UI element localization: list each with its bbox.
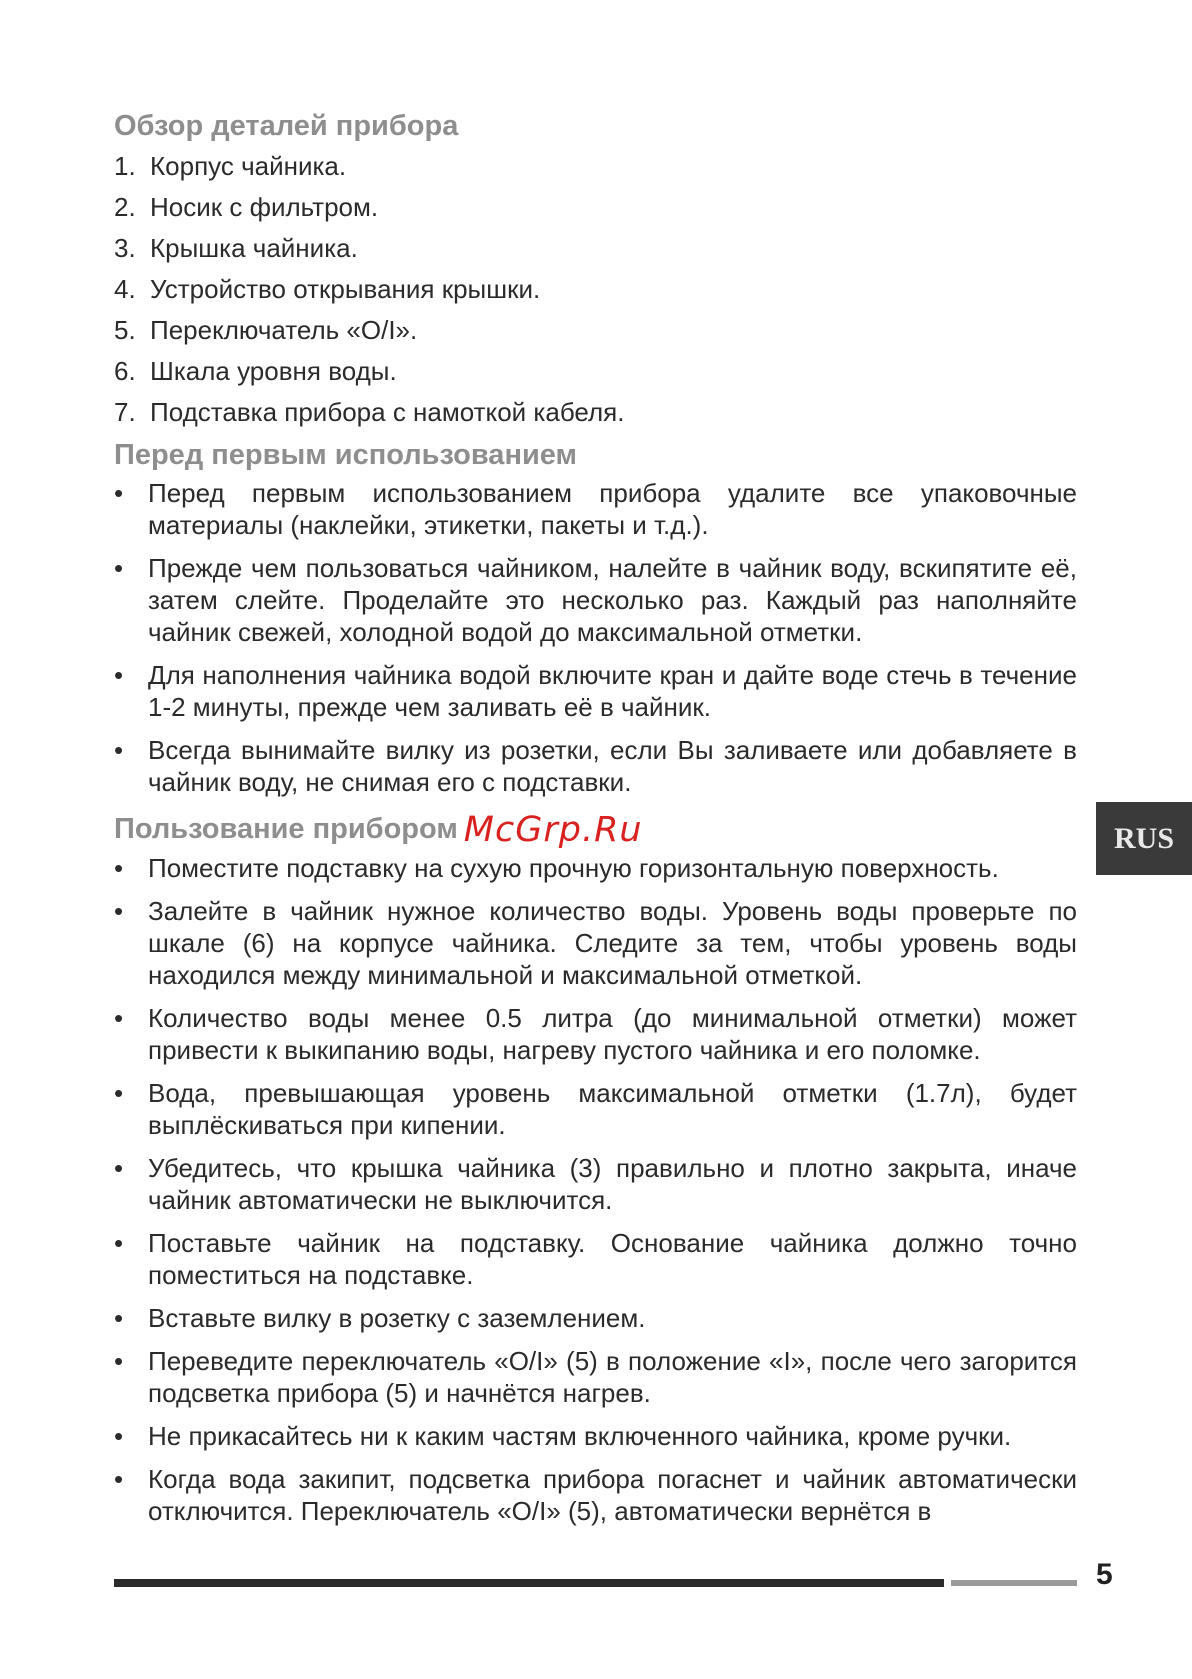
list-item: • Убедитесь, что крышка чайника (3) правильно и плотно закрыта, иначе чайник автоматически не выключится. xyxy=(114,1153,1077,1215)
page-number: 5 xyxy=(1096,1558,1113,1591)
bullet-icon: • xyxy=(114,853,124,883)
section-title-parts-overview: Обзор деталей прибора xyxy=(114,110,459,142)
document-body xyxy=(114,106,1077,1538)
list-item: • Переведите переключатель «O/I» (5) в положение «I», после чего загорится подсветка прибора (5) и начнётся нагрев. xyxy=(114,1346,1077,1408)
list-item: • Перед первым использованием прибора удалите все упаковочные материалы (наклейки, этикетки, пакеты и т.д.). xyxy=(114,478,1077,540)
bullet-icon: • xyxy=(114,1228,124,1258)
bullet-icon: • xyxy=(114,553,124,583)
list-item: 5. Переключатель «O/I». xyxy=(114,315,418,345)
list-item: 7. Подставка прибора с намоткой кабеля. xyxy=(114,397,625,427)
bullet-icon: • xyxy=(114,1078,124,1108)
list-item: • Залейте в чайник нужное количество воды. Уровень воды проверьте по шкале (6) на корпусе чайника. Следите за тем, чтобы уровень воды находился между минимальной и максимальной отметкой. xyxy=(114,896,1077,990)
language-tab: RUS xyxy=(1096,802,1192,875)
bullet-icon: • xyxy=(114,1346,124,1376)
before-first-use-list xyxy=(114,477,1077,798)
list-item: 1. Корпус чайника. xyxy=(114,151,347,181)
section-title-usage: Пользование прибором McGrp.Ru xyxy=(114,810,643,850)
bullet-icon: • xyxy=(114,896,124,926)
bullet-icon: • xyxy=(114,660,124,690)
list-item: • Поставьте чайник на подставку. Основание чайника должно точно поместиться на подставке. xyxy=(114,1228,1077,1290)
list-item: • Когда вода закипит, подсветка прибора погаснет и чайник автоматически отключится. Переключатель «O/I» (5), автоматически вернётся в xyxy=(114,1464,1077,1526)
list-item: 3. Крышка чайника. xyxy=(114,233,358,263)
bullet-icon: • xyxy=(114,735,124,765)
list-item: • Всегда вынимайте вилку из розетки, если Вы заливаете или добавляете в чайник воду, не снимая его с подставки. xyxy=(114,735,1077,797)
list-item: 6. Шкала уровня воды. xyxy=(114,356,397,386)
bullet-icon: • xyxy=(114,1303,124,1333)
bullet-icon: • xyxy=(114,1003,124,1033)
list-item: 4. Устройство открывания крышки. xyxy=(114,274,541,304)
list-item: • Вода, превышающая уровень максимальной отметки (1.7л), будет выплёскиваться при кипении. xyxy=(114,1078,1077,1140)
list-item: • Поместите подставку на сухую прочную горизонтальную поверхность. xyxy=(114,853,999,883)
bullet-icon: • xyxy=(114,1464,124,1494)
footer-divider-dark xyxy=(114,1579,944,1587)
list-item: • Прежде чем пользоваться чайником, налейте в чайник воду, вскипятите её, затем слейте. Проделайте это несколько раз. Каждый раз наполняйте чайник свежей, холодной водой до максимальной отметки. xyxy=(114,553,1077,647)
section-title-before-first-use: Перед первым использованием xyxy=(114,439,577,471)
bullet-icon: • xyxy=(114,1153,124,1183)
bullet-icon: • xyxy=(114,1421,124,1451)
list-item: • Не прикасайтесь ни к каким частям включенного чайника, кроме ручки. xyxy=(114,1421,1012,1451)
list-item: • Количество воды менее 0.5 литра (до минимальной отметки) может привести к выкипанию воды, нагреву пустого чайника и его поломке. xyxy=(114,1003,1077,1065)
footer-divider-light xyxy=(951,1580,1077,1586)
usage-list xyxy=(114,852,1077,1527)
watermark: McGrp.Ru xyxy=(463,810,643,850)
parts-list xyxy=(114,146,1077,433)
list-item: 2. Носик с фильтром. xyxy=(114,192,379,222)
list-item: • Для наполнения чайника водой включите кран и дайте воде стечь в течение 1-2 минуты, прежде чем заливать её в чайник. xyxy=(114,660,1077,722)
list-item: • Вставьте вилку в розетку с заземлением. xyxy=(114,1303,646,1333)
bullet-icon: • xyxy=(114,478,124,508)
